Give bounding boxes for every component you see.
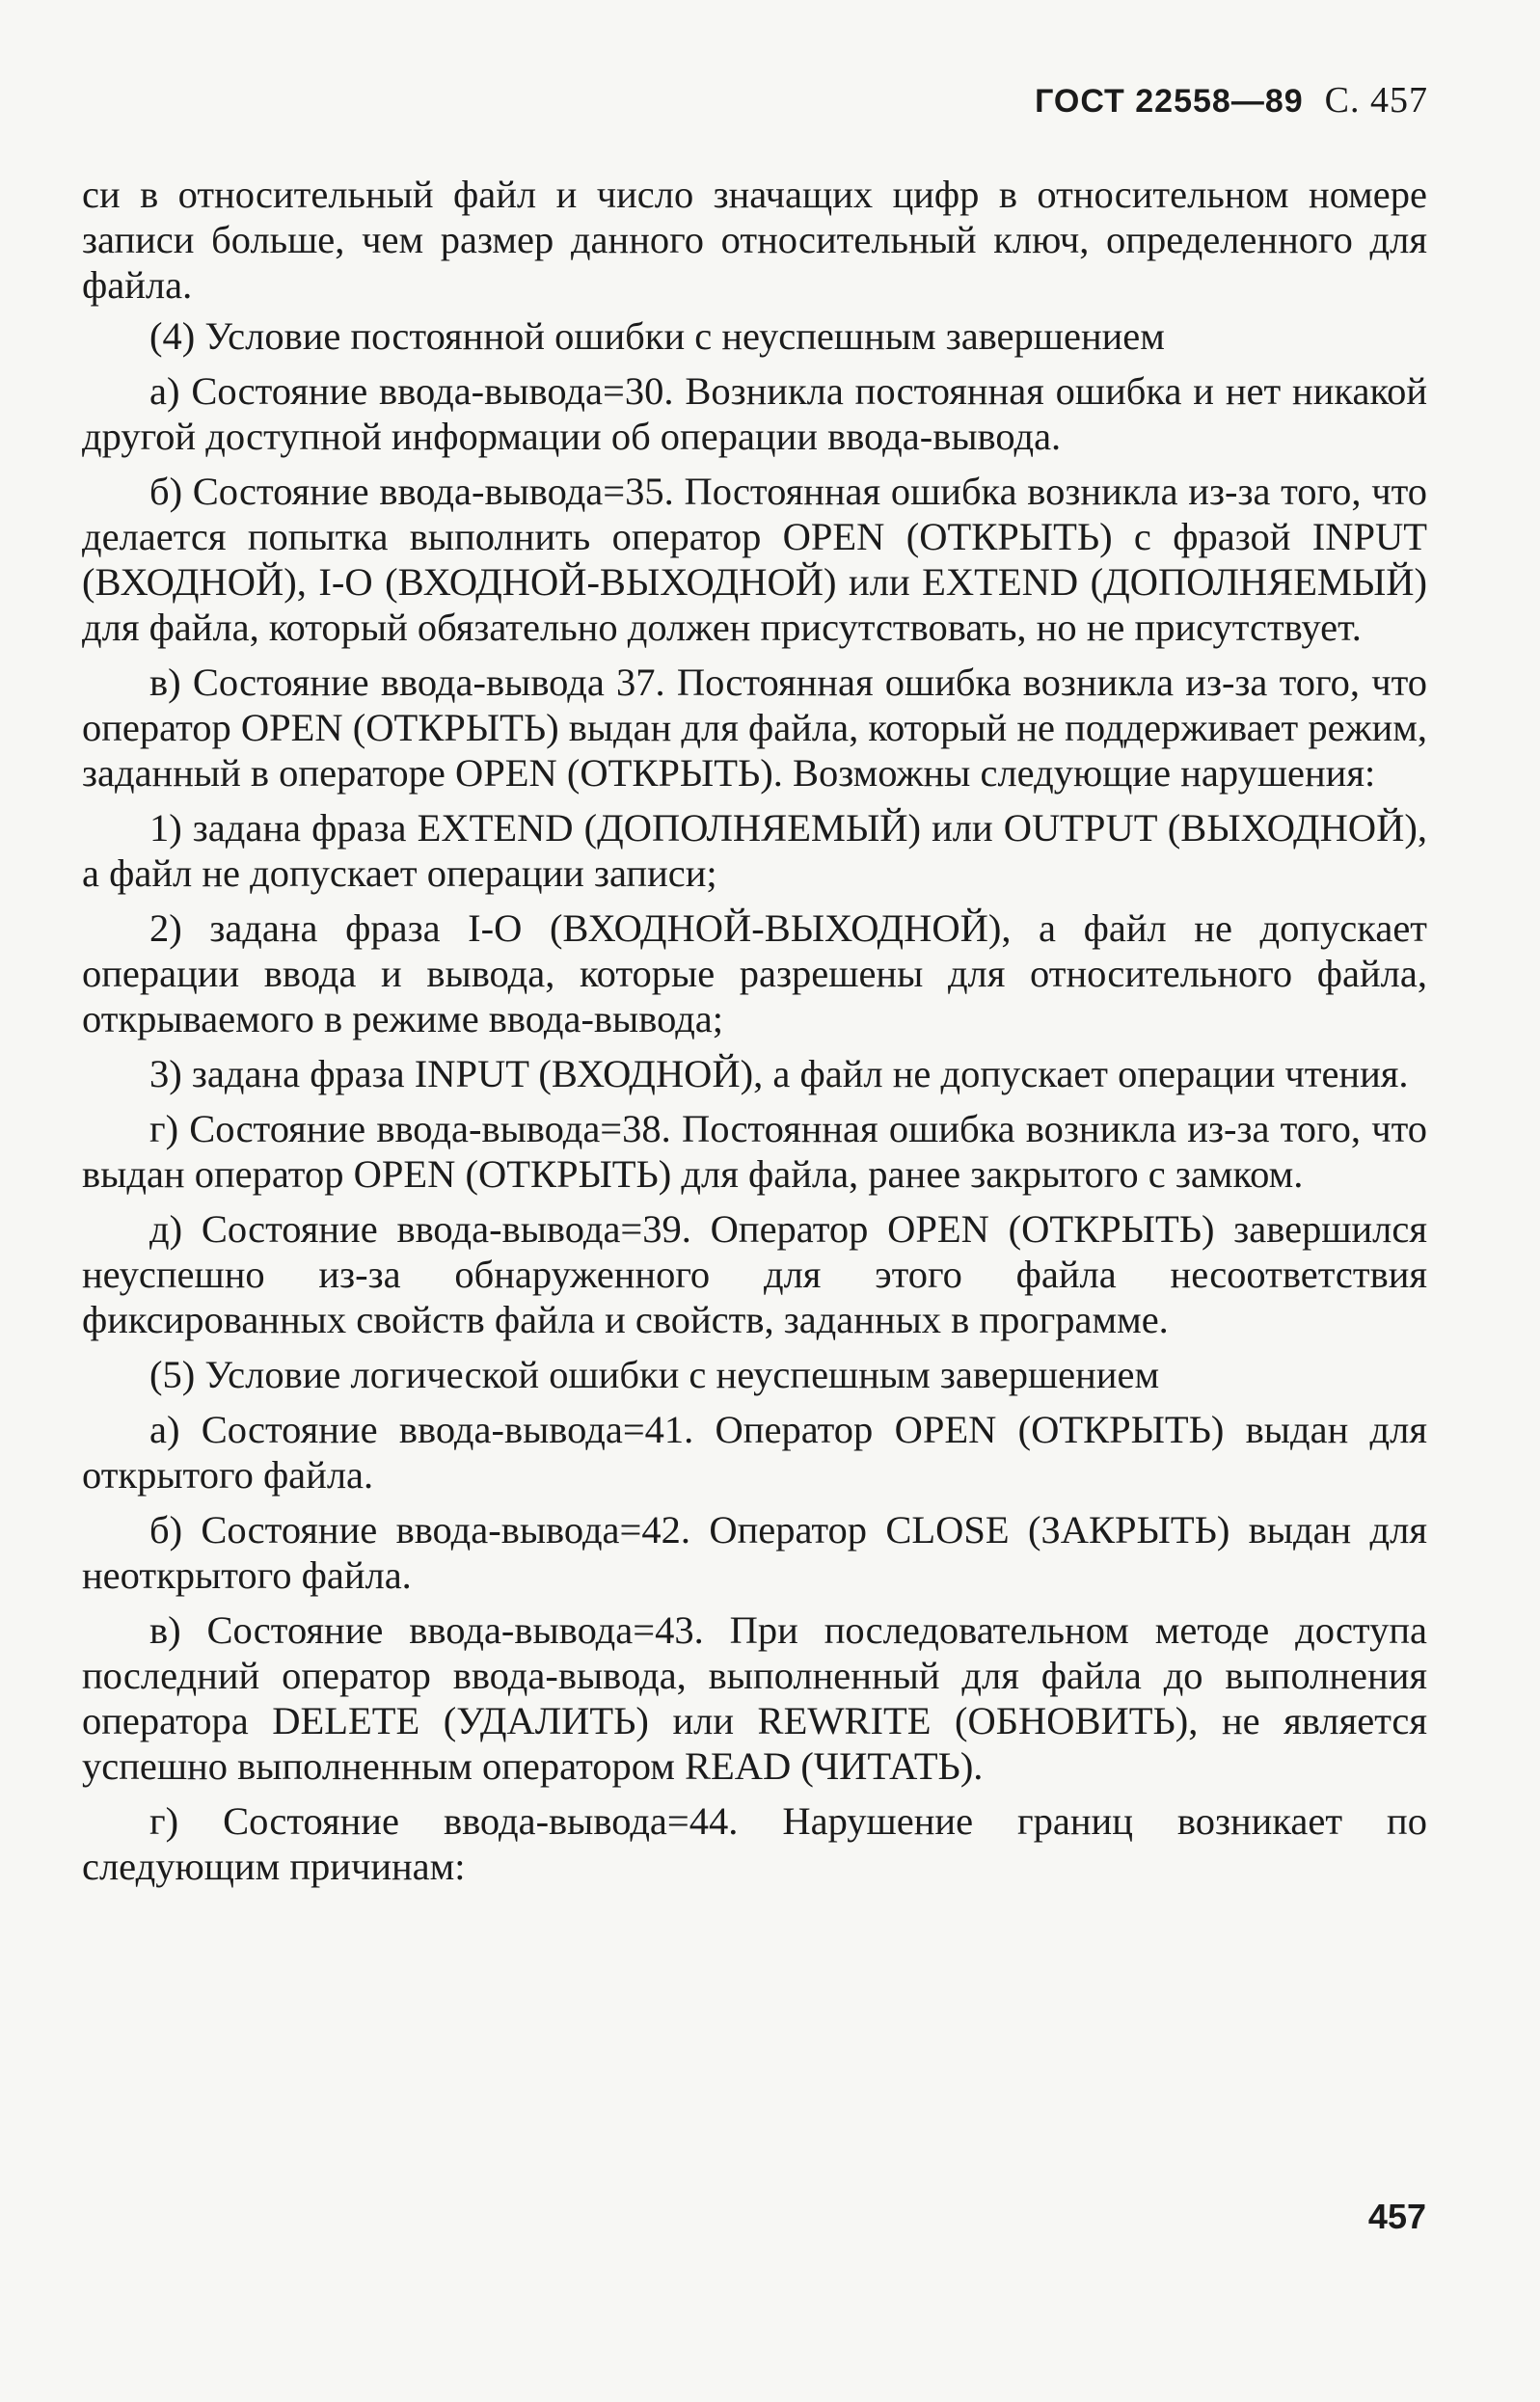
list-item-2: 2) задана фраза I-O (ВХОДНОЙ-ВЫХОДНОЙ), а файл не допускает операции ввода и вывода, которые разрешены для относительного файла, открываемого в режиме ввода-вывода; <box>82 906 1427 1040</box>
header-page-number: С. 457 <box>1324 80 1428 121</box>
paragraph-status-39: д) Состояние ввода-вывода=39. Оператор OPEN (ОТКРЫТЬ) завершился неуспешно из-за обнаруженного для этого файла несоответствия фиксированных свойств файла и свойств, заданных в программе. <box>82 1207 1427 1341</box>
page-body <box>82 172 1427 1899</box>
running-header <box>1035 79 1428 121</box>
section-heading-logic-error: (5) Условие логической ошибки с неуспешным завершением <box>149 1353 1160 1396</box>
paragraph-status-38: г) Состояние ввода-вывода=38. Постоянная ошибка возникла из-за того, что выдан оператор OPEN (ОТКРЫТЬ) для файла, ранее закрытого с замком. <box>82 1107 1427 1196</box>
paragraph-status-44: г) Состояние ввода-вывода=44. Нарушение границ возникает по следующим причинам: <box>82 1799 1427 1888</box>
paragraph-status-41: а) Состояние ввода-вывода=41. Оператор OPEN (ОТКРЫТЬ) выдан для открытого файла. <box>82 1408 1427 1497</box>
footer-page-number: 457 <box>1367 2197 1426 2236</box>
paragraph-continuation: си в относительный файл и число значащих цифр в относительном номере записи больше, чем размер данного относительный ключ, определенного для файла. <box>82 173 1427 307</box>
paragraph-status-30: а) Состояние ввода-вывода=30. Возникла постоянная ошибка и нет никакой другой доступной информации об операции ввода-вывода. <box>82 369 1427 458</box>
standard-number: ГОСТ 22558—89 <box>1035 83 1304 120</box>
paragraph-status-35: б) Состояние ввода-вывода=35. Постоянная ошибка возникла из-за того, что делается попытка выполнить оператор OPEN (ОТКРЫТЬ) с фразой INPUT (ВХОДНОЙ), I-O (ВХОДНОЙ-ВЫХОДНОЙ) или EXTEND (ДОПОЛНЯЕМЫЙ) для файла, который обязательно должен присутствовать, но не присутствует. <box>82 470 1427 649</box>
paragraph-status-43: в) Состояние ввода-вывода=43. При последовательном методе доступа последний оператор ввода-вывода, выполненный для файла до выполнения оператора DELETE (УДАЛИТЬ) или REWRITE (ОБНОВИТЬ), не является успешно выполненным оператором READ (ЧИТАТЬ). <box>82 1608 1427 1788</box>
list-item-3: 3) задана фраза INPUT (ВХОДНОЙ), а файл не допускает операции чтения. <box>149 1052 1409 1095</box>
paragraph-status-37: в) Состояние ввода-вывода 37. Постоянная ошибка возникла из-за того, что оператор OPEN (ОТКРЫТЬ) выдан для файла, который не поддерживает режим, заданный в операторе OPEN (ОТКРЫТЬ). Возможны следующие нарушения: <box>82 661 1427 795</box>
paragraph-status-42: б) Состояние ввода-вывода=42. Оператор CLOSE (ЗАКРЫТЬ) выдан для неоткрытого файла. <box>82 1508 1427 1597</box>
section-heading-permanent-error: (4) Условие постоянной ошибки с неуспешным завершением <box>149 314 1165 358</box>
list-item-1: 1) задана фраза EXTEND (ДОПОЛНЯЕМЫЙ) или OUTPUT (ВЫХОДНОЙ), а файл не допускает операции записи; <box>82 806 1427 895</box>
